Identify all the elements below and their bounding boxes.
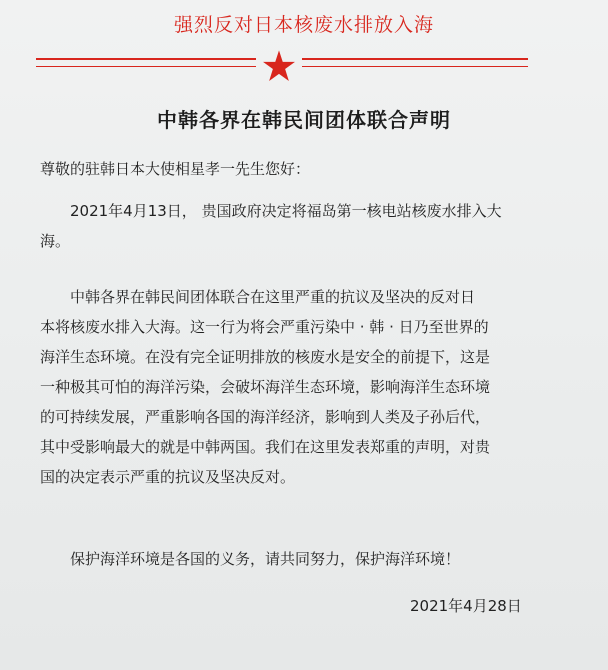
paragraph-line: 2021年4月13日， 贵国政府决定将福岛第一核电站核废水排入大 bbox=[70, 202, 502, 220]
red-star-icon bbox=[262, 49, 296, 83]
banner-heading: 强烈反对日本核废水排放入海 bbox=[173, 14, 434, 36]
paragraph-line: 保护海洋环境是各国的义务，请共同努力，保护海洋环境！ bbox=[70, 550, 461, 568]
paragraph-appeal bbox=[40, 544, 570, 574]
header-rule-left-bottom bbox=[36, 66, 256, 67]
paragraph-protest bbox=[40, 282, 570, 492]
paragraph-line: 海洋生态环境。在没有完全证明排放的核废水是安全的前提下，这是 bbox=[40, 348, 491, 366]
paragraph-line: 的可持续发展，严重影响各国的海洋经济，影响到人类及子孙后代， bbox=[40, 408, 491, 426]
document-title: 中韩各界在韩民间团体联合声明 bbox=[157, 108, 451, 132]
paragraph-line: 海。 bbox=[40, 232, 71, 250]
paragraph-line: 一种极其可怕的海洋污染，会破坏海洋生态环境，影响海洋生态环境 bbox=[40, 378, 491, 396]
header-rule-right-top bbox=[302, 58, 528, 60]
paragraph-line: 其中受影响最大的就是中韩两国。我们在这里发表郑重的声明，对贵 bbox=[40, 438, 491, 456]
paragraph-line: 本将核废水排入大海。这一行为将会严重污染中 · 韩 · 日乃至世界的 bbox=[40, 318, 489, 336]
header-rule-right-bottom bbox=[302, 66, 528, 67]
signature-date: 2021年4月28日 bbox=[410, 597, 522, 615]
header-rule-left-top bbox=[36, 58, 256, 60]
salutation: 尊敬的驻韩日本大使相星孝一先生您好： bbox=[40, 160, 311, 178]
paragraph-line: 中韩各界在韩民间团体联合在这里严重的抗议及坚决的反对日 bbox=[70, 288, 476, 306]
paragraph-date-decision bbox=[40, 196, 570, 256]
paragraph-line: 国的决定表示严重的抗议及坚决反对。 bbox=[40, 468, 296, 486]
